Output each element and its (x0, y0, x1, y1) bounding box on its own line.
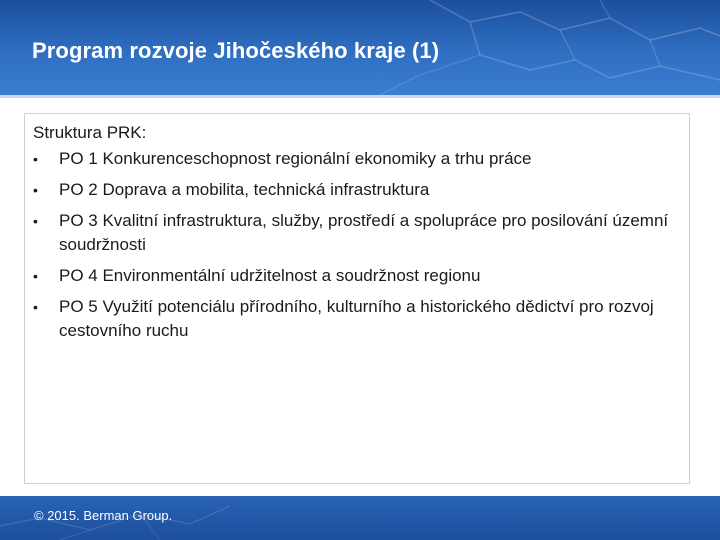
list-item (33, 178, 689, 202)
list-item (33, 209, 689, 257)
list-item-text: PO 4 Environmentální udržitelnost a soudržnost regionu (59, 266, 481, 285)
list-item (33, 295, 689, 343)
content-frame (24, 113, 690, 484)
header-divider (0, 95, 720, 98)
list-item (33, 147, 689, 171)
list-item-text: PO 5 Využití potenciálu přírodního, kulturního a historického dědictví pro rozvoj cestovního ruchu (59, 297, 654, 340)
copyright-text: © 2015. Berman Group. (34, 508, 173, 523)
intro-text: Struktura PRK: (33, 123, 147, 142)
list-item-text: PO 2 Doprava a mobilita, technická infrastruktura (59, 180, 430, 199)
slide-title: Program rozvoje Jihočeského kraje (1) (32, 38, 440, 63)
priority-list (33, 147, 689, 350)
list-item (33, 264, 689, 288)
bullet-icon: • (33, 182, 38, 198)
bullet-icon: • (33, 268, 38, 284)
bullet-icon: • (33, 151, 38, 167)
bullet-icon: • (33, 213, 38, 229)
list-item-text: PO 1 Konkurenceschopnost regionální ekonomiky a trhu práce (59, 149, 532, 168)
list-item-text: PO 3 Kvalitní infrastruktura, služby, prostředí a spolupráce pro posilování územní soudržnosti (59, 211, 669, 254)
bullet-icon: • (33, 299, 38, 315)
slide-footer (0, 496, 720, 540)
slide-header (0, 0, 720, 95)
